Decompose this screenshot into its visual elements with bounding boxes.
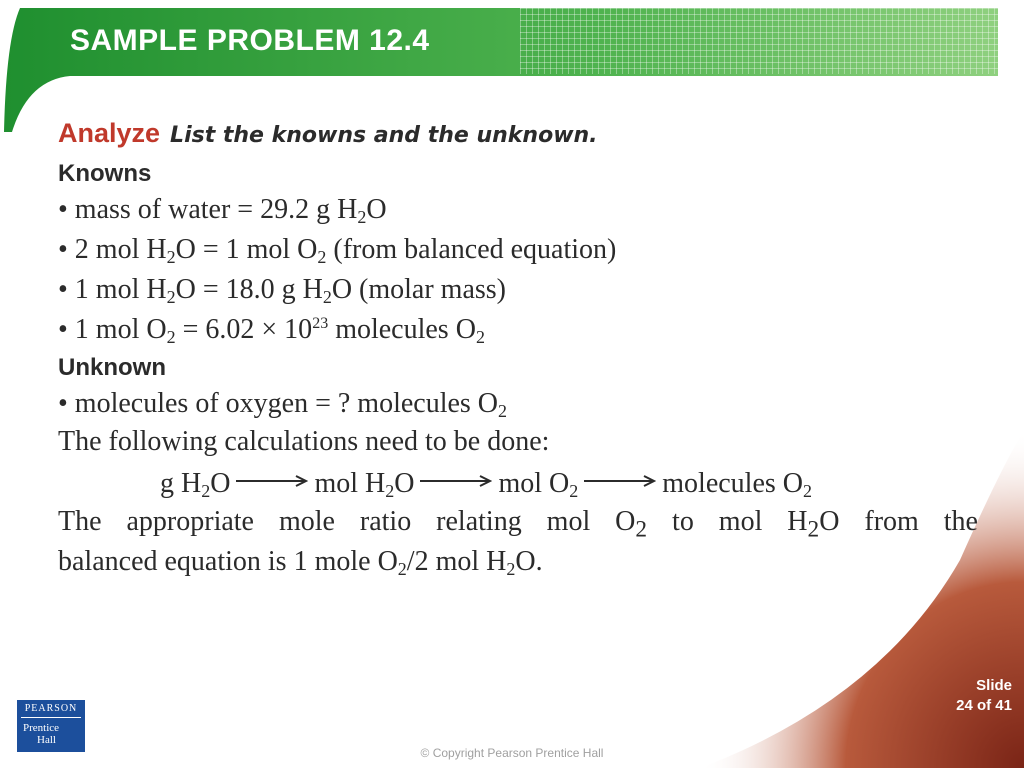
slide-label: Slide xyxy=(976,677,1012,694)
calc-step: mol $H_2O$ xyxy=(314,468,415,501)
logo-divider xyxy=(21,717,81,718)
calculations-intro: The following calculations need to be done: xyxy=(58,426,550,457)
knowns-heading: Knowns xyxy=(58,160,152,187)
known-item: • mass of water = 29.2 g $H_2O$ xyxy=(58,194,387,227)
analyze-instruction: List the knowns and the unknown. xyxy=(170,123,598,148)
known-item: • 1 mol $H_2O = 18.0$ g $H_2O$ (molar mass) xyxy=(58,274,507,307)
calc-step: mol $O_2$ xyxy=(498,468,579,501)
ratio-text-line1: The appropriate mole ratio relating mol $O_2$ to mol $H_2O$ from the xyxy=(58,506,978,543)
unknown-heading: Unknown xyxy=(58,354,166,381)
slide-title: SAMPLE PROBLEM 12.4 xyxy=(70,24,430,57)
logo-pearson: PEARSON xyxy=(24,703,78,714)
known-item: • 1 mol $O_2 = 6.02 \times 10^{23}$ molecules $O_2$ xyxy=(58,314,485,347)
logo-hall: Hall xyxy=(37,734,56,746)
unknown-item: • molecules of oxygen = ? molecules $O_2$ xyxy=(58,388,508,421)
copyright-notice: © Copyright Pearson Prentice Hall xyxy=(420,746,604,760)
calculation-chain xyxy=(160,468,812,502)
slide-number xyxy=(956,676,1012,716)
calc-step: molecules $O_2$ xyxy=(662,468,813,501)
ratio-text-line2: balanced equation is 1 mole $O_2/2$ mol $H_2O$. xyxy=(58,546,543,579)
logo-prentice: Prentice xyxy=(23,722,60,734)
slide-count: 24 of 41 xyxy=(956,697,1012,714)
right-arrow-icon xyxy=(236,475,308,487)
analyze-label: Analyze xyxy=(58,118,161,148)
analyze-heading xyxy=(58,118,598,149)
pearson-prentice-hall-logo xyxy=(17,700,85,752)
right-arrow-icon xyxy=(584,475,656,487)
known-item: • 2 mol $H_2O = 1$ mol $O_2$ (from balanced equation) xyxy=(58,234,617,267)
calc-step: g $H_2O$ xyxy=(160,468,231,501)
right-arrow-icon xyxy=(420,475,492,487)
